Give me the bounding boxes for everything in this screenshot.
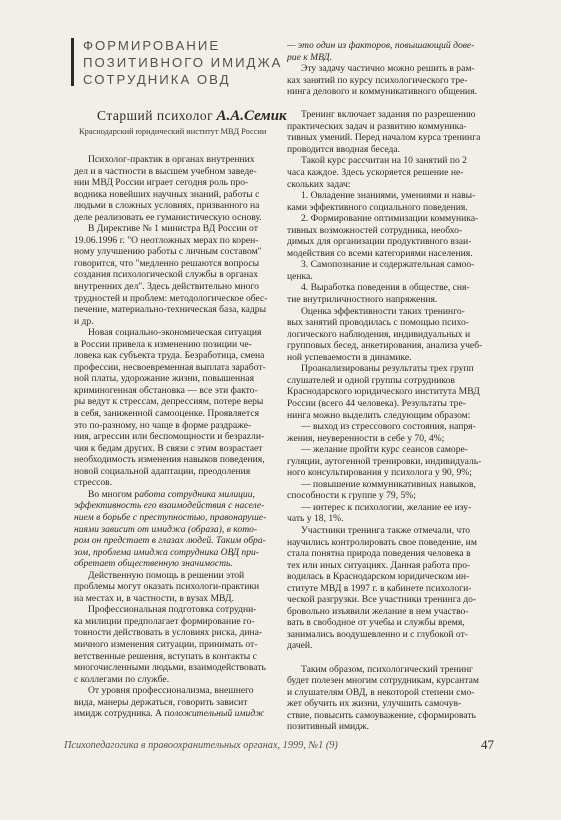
text-line: 1. Овладение знаниями, умениями и навы- <box>301 190 476 202</box>
text-line: ками эффективного социального поведения. <box>287 201 468 213</box>
text-line: способности к группе у 79, 5%; <box>287 490 416 502</box>
text-line: России (всего 44 человека). Результаты тре- <box>287 397 466 409</box>
text-line: деле реализовать ее гуманистическую основу. <box>74 211 262 223</box>
left-text-column <box>74 154 289 720</box>
text-line: практических задач и развитию коммуника- <box>287 120 467 132</box>
text-line: и слушателям ОВД, в некоторой степени смо- <box>287 686 475 698</box>
text-line: Эту задачу частично можно решить в рам- <box>301 63 475 75</box>
text-line: товности действовать в условиях риска, дина- <box>74 627 263 639</box>
right-text-column <box>287 40 502 733</box>
author-affiliation: Краснодарский юридический институт МВД России <box>79 127 267 136</box>
text-line: Таким образом, психологический тренинг <box>301 663 473 675</box>
text-line <box>287 652 502 664</box>
text-line: зом, проблема имиджа сотрудника ОВД при- <box>74 546 260 558</box>
text-line: дел и в частности в высшем учебном заведе- <box>74 165 257 177</box>
text-line: слушателей и одной группы сотрудников <box>287 374 455 386</box>
text-line: тивных умений. Перед началом курса тренинга <box>287 132 481 144</box>
text-line: — желание пройти курс сеансов саморе- <box>301 444 468 456</box>
text-line: стрессов. <box>74 477 113 489</box>
text-line: ному улучшению работы с личным составом" <box>74 246 262 258</box>
text-line: трудностей и проблем: методологическое обес- <box>74 292 268 304</box>
text-line: димых для организации продуктивного взаи- <box>287 236 472 248</box>
text-line: ветственные решения, вступать в контакты с <box>74 650 257 662</box>
text-line: часа каждое. Здесь ускоряется решение не- <box>287 167 464 179</box>
text-line: говорится, что "медленно решаются вопросы <box>74 257 260 269</box>
text-line: рие к МВД. <box>287 51 332 63</box>
text-line: Во многом работа сотрудника милиции, <box>88 488 255 500</box>
text-line: людьми в сложных условиях, призванного на <box>74 200 260 212</box>
text-line: научились контролировать свое поведение, им <box>287 536 477 548</box>
text-line: ституте МВД в 1997 г. в кабинете психологи- <box>287 582 472 594</box>
text-line: модействия со всеми категориями населения. <box>287 247 473 259</box>
text-line: криминогенная обстановка — все эти факто- <box>74 384 258 396</box>
text-line: нинга можно выделить следующим образом: <box>287 409 471 421</box>
journal-footer: Психопедагогика в правоохранительных органах, 1999, №1 (9) <box>64 740 338 751</box>
text-line: 3. Самопознание и содержательная самоо- <box>301 259 475 271</box>
text-line: бровольно изъявили желание в нем участво- <box>287 605 469 617</box>
text-line: ках занятий по курсу психологического тре- <box>287 74 468 86</box>
text-line: на местах и, в частности, в вузах МВД. <box>74 592 235 604</box>
title-line: ФОРМИРОВАНИЕ <box>83 38 221 53</box>
text-line: вать в свободное от учебы и службы время, <box>287 617 465 629</box>
text-line: чия к бедам других. В связи с этим возрастает <box>74 442 263 454</box>
text-line: Оценка эффективности таких тренинго- <box>301 305 465 317</box>
text-line: Новая социально-экономическая ситуация <box>88 327 262 339</box>
title-line: СОТРУДНИКА ОВД <box>83 72 231 87</box>
text-line: ниями зависит от имиджа (образа), в кото- <box>74 523 258 535</box>
text-line: 19.06.1996 г. "О неотложных мерах по корен- <box>74 234 259 246</box>
text-line: занимались воодушевленно и с глубокой от- <box>287 628 468 640</box>
page-number: 47 <box>481 737 494 752</box>
text-line: обретает общественную значимость. <box>74 558 233 570</box>
text-line: Действенную помощь в решении этой <box>88 569 245 581</box>
text-line: многочисленными людьми, взаимодействовать <box>74 662 266 674</box>
text-line: ценка. <box>287 270 313 282</box>
text-line: позитивный имидж. <box>287 721 370 733</box>
text-line: Краснодарского юридического института МВД <box>287 386 480 398</box>
text-line: стала понятна природа поведения человека в <box>287 548 471 560</box>
text-line: ром он предстает в глазах людей. Таким обра- <box>74 535 266 547</box>
text-line: ры ведут к стрессам, депрессиям, потере веры <box>74 396 264 408</box>
text-line: 2. Формирование оптимизации коммуника- <box>301 213 479 225</box>
text-line: жет обучить их жизни, улучшить самочув- <box>287 698 462 710</box>
text-line: в себя, заниженной самооценке. Проявляется <box>74 408 259 420</box>
text-line: внутренних дел". Здесь действительно много <box>74 281 259 293</box>
text-line: водника новейших научных знаний, работы с <box>74 188 260 200</box>
text-line: Проанализированы результаты трех групп <box>301 363 474 375</box>
text-line <box>287 98 502 110</box>
text-line: — повышение коммуникативных навыков, <box>301 478 476 490</box>
text-line: ловека как субъекта труда. Безработица, смена <box>74 350 265 362</box>
text-line: эффективность его взаимодействия с населе- <box>74 500 265 512</box>
text-line: ного консультирования у психолога у 90, 9%; <box>287 467 472 479</box>
text-line: профессии, несвоевременная выплата заработ- <box>74 361 266 373</box>
text-line: мичного изменения ситуации, принимать от- <box>74 638 258 650</box>
text-line: От уровня профессионализма, внешнего <box>88 685 254 697</box>
text-line: будет полезен многим сотрудникам, курсантам <box>287 675 479 687</box>
article-title <box>83 37 293 88</box>
text-line: это по-разному, но чаще в форме раздраже- <box>74 419 252 431</box>
text-line: Психолог-практик в органах внутренних <box>88 154 255 165</box>
text-line: ния, агрессии или беспомощности и безрazли- <box>74 431 265 443</box>
text-line: тех или иных ситуациях. Данная работа про- <box>287 559 471 571</box>
text-line: создания психологической службы в органах <box>74 269 259 281</box>
text-line: вида, манеры держаться, говорить зависит <box>74 696 248 708</box>
text-line: проводится вводная беседа. <box>287 143 401 155</box>
text-line: нинга делового и коммуникативного общения. <box>287 86 478 98</box>
text-line: 4. Выработка поведения в обществе, сня- <box>301 282 470 294</box>
author-name: А.А.Семик <box>216 108 287 124</box>
text-line: нии МВД России играет сегодня роль про- <box>74 177 249 189</box>
text-line: необходимость изменения навыков поведения, <box>74 454 265 466</box>
text-line: тие внутриличностного напряжения. <box>287 294 438 306</box>
text-line: ческой разгрузки. Все участники тренинга до- <box>287 594 477 606</box>
title-accent-bar <box>71 38 74 86</box>
author-line <box>97 108 317 125</box>
text-line: скольких задач: <box>287 178 351 190</box>
text-line: имидж сотрудника. А положительный имидж <box>74 708 265 720</box>
text-line: ствие, повысить самоуважение, сформировать <box>287 709 476 721</box>
text-line: вых занятий проводилась с помощью психо- <box>287 317 469 329</box>
title-line: ПОЗИТИВНОГО ИМИДЖА <box>83 55 283 70</box>
text-line: логического наблюдения, индивидуальных и <box>287 328 471 340</box>
text-line: ной платы, удорожание жизни, повышенная <box>74 373 254 385</box>
text-line: ка милиции предполагает формирование го- <box>74 615 255 627</box>
text-line: дачей. <box>287 640 313 652</box>
text-line: и др. <box>74 315 94 327</box>
text-line: — выход из стрессового состояния, напря- <box>301 421 476 433</box>
text-line: Профессиональная подготовка сотрудни- <box>88 604 257 616</box>
text-line: В Директиве № 1 министра ВД России от <box>88 223 258 235</box>
text-line: тивных возможностей сотрудника, необхо- <box>287 224 463 236</box>
text-line: — это один из факторов, повышающий дове- <box>287 40 475 51</box>
text-line: гуляции, аутогенной тренировки, индивидуаль- <box>287 455 482 467</box>
text-line: в России привела к изменению позиции че- <box>74 338 252 350</box>
text-line: печение, материально-техническая база, кадры <box>74 304 267 316</box>
text-line: групповых бесед, анкетирования, анализа учеб- <box>287 340 483 352</box>
author-role: Старший психолог <box>97 108 214 123</box>
text-line: Такой курс рассчитан на 10 занятий по 2 <box>301 155 467 167</box>
text-line: новой социальной адаптации, преодоления <box>74 465 251 477</box>
text-line: водилась в Краснодарском юридическом ин- <box>287 571 470 583</box>
text-line: жения, неуверенности в себе у 70, 4%; <box>287 432 445 444</box>
text-line: ной успеваемости в динамике. <box>287 351 412 363</box>
text-line: проблемы могут оказать психологи-практики <box>74 581 260 593</box>
text-line: — интерес к психологии, желание ее изу- <box>301 501 472 513</box>
text-line: Участники тренинга также отмечали, что <box>301 524 471 536</box>
text-line: Тренинг включает задания по разрешению <box>301 109 476 121</box>
text-line: с коллегами по службе. <box>74 673 170 685</box>
text-line: нием в борьбе с преступностью, правонаруше- <box>74 511 267 523</box>
text-line: чать у 18, 1%. <box>287 513 344 525</box>
